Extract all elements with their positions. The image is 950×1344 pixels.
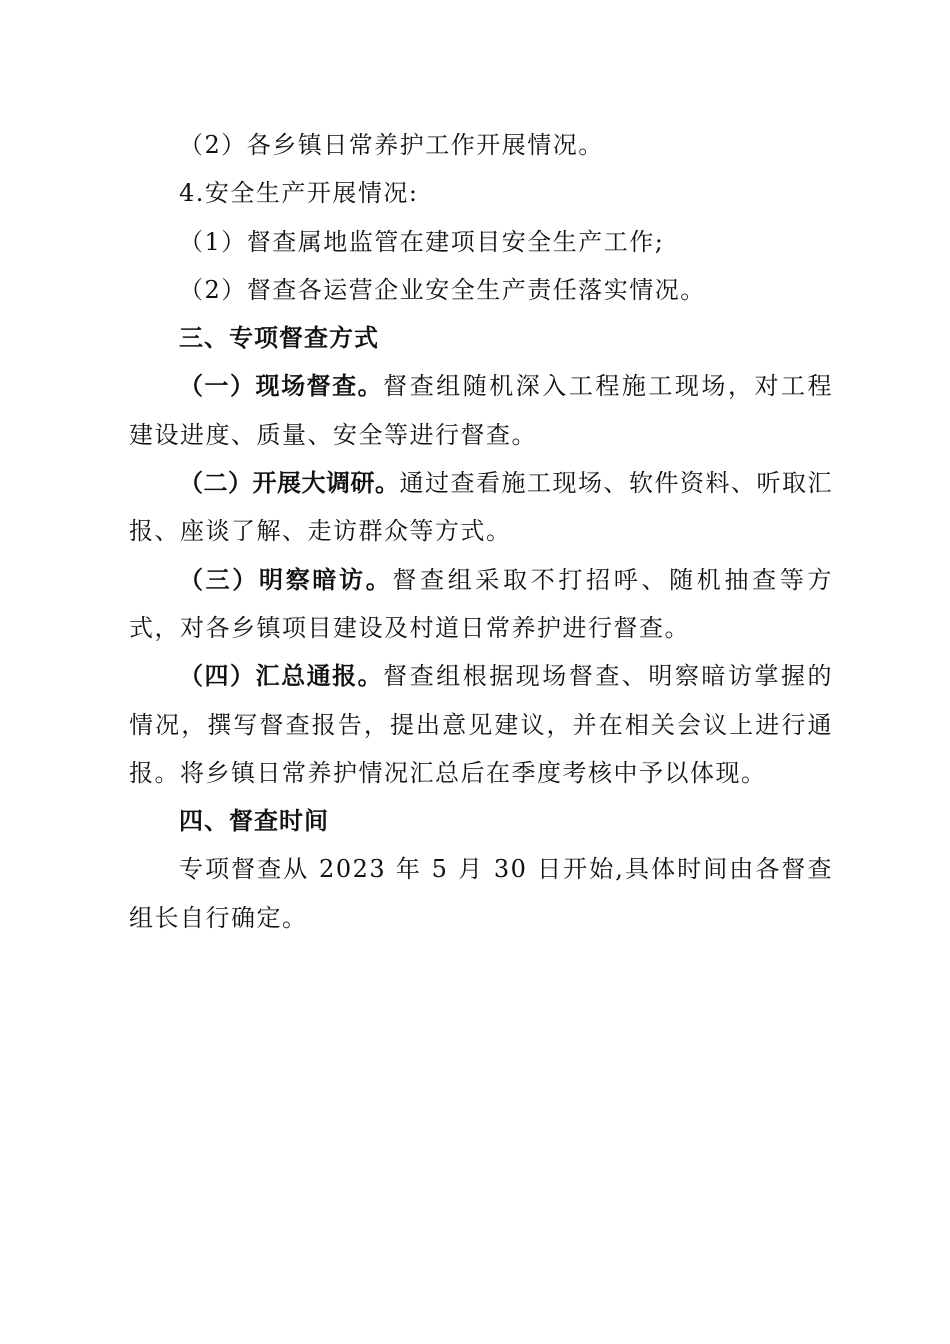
- item-4-safety-production: 4.安全生产开展情况:: [179, 179, 419, 208]
- item-2-daily-maintenance: （2）各乡镇日常养护工作开展情况。: [179, 131, 604, 159]
- document-body: [129, 121, 833, 942]
- section-heading-time: 四、督查时间: [179, 807, 329, 836]
- item-1-supervise-projects: （1）督查属地监管在建项目安全生产工作;: [179, 227, 665, 256]
- method-research: [129, 459, 833, 556]
- method-unannounced-visits: [129, 556, 833, 653]
- method-text: 督查组根据现场督查、明察暗访掌握的情况，撰写督查报告，提出意见建议，并在相关会议上进行通报。将乡镇日常养护情况汇总后在季度考核中予以体现。: [129, 662, 834, 787]
- method-onsite-inspection: [129, 362, 833, 459]
- method-lead: （二）开展大调研。: [179, 469, 400, 498]
- method-lead: （三）明察暗访。: [179, 565, 393, 594]
- method-lead: （四）汇总通报。: [179, 662, 384, 691]
- method-summary-report: [129, 652, 833, 797]
- method-text: 通过查看施工现场、软件资料、听取汇报、座谈了解、走访群众等方式。: [129, 469, 833, 546]
- method-text: 督查组采取不打招呼、随机抽查等方式，对各乡镇项目建设及村道日常养护进行督查。: [129, 565, 833, 642]
- method-text: 督查组随机深入工程施工现场，对工程建设进度、质量、安全等进行督查。: [129, 372, 834, 449]
- method-lead: （一）现场督查。: [179, 372, 384, 401]
- section-heading-methods: 三、专项督查方式: [179, 324, 379, 353]
- item-2-supervise-enterprises: （2）督查各运营企业安全生产责任落实情况。: [179, 275, 706, 304]
- inspection-time-text: 专项督查从 2023 年 5 月 30 日开始,具体时间由各督查组长自行确定。: [129, 855, 833, 932]
